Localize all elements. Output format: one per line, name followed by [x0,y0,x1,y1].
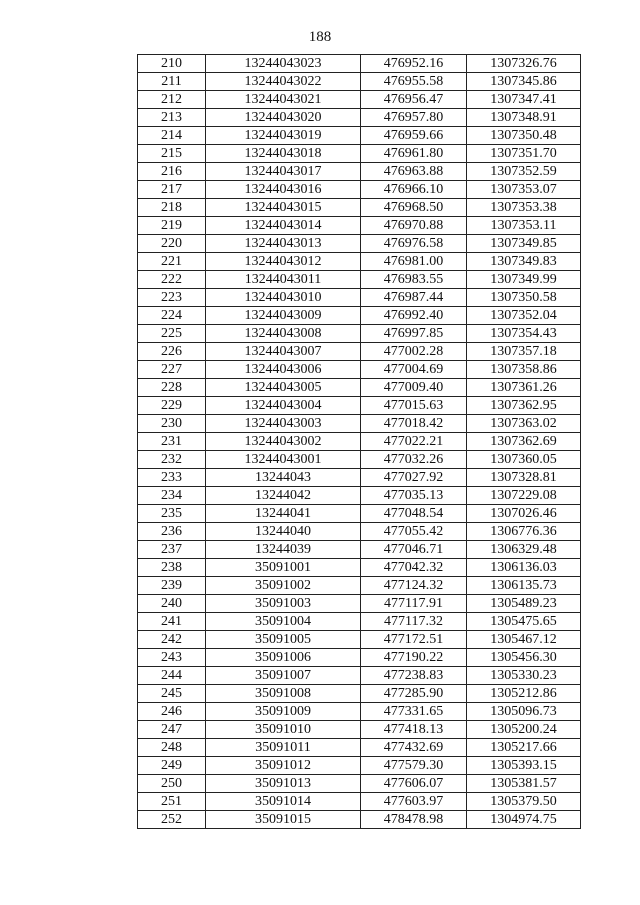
table-row [138,631,581,649]
x-coordinate-cell: 477022.21 [361,433,467,451]
table-row [138,361,581,379]
y-coordinate-cell: 1307349.83 [467,253,581,271]
point-id-cell: 13244043009 [206,307,361,325]
row-index-cell: 227 [138,361,206,379]
table-row [138,739,581,757]
table-row [138,649,581,667]
y-coordinate-cell: 1307348.91 [467,109,581,127]
row-index-cell: 249 [138,757,206,775]
row-index-cell: 223 [138,289,206,307]
y-coordinate-cell: 1306776.36 [467,523,581,541]
table-row [138,199,581,217]
x-coordinate-cell: 476956.47 [361,91,467,109]
table-row [138,109,581,127]
y-coordinate-cell: 1305489.23 [467,595,581,613]
point-id-cell: 13244040 [206,523,361,541]
point-id-cell: 13244043014 [206,217,361,235]
point-id-cell: 35091011 [206,739,361,757]
point-id-cell: 13244039 [206,541,361,559]
y-coordinate-cell: 1305393.15 [467,757,581,775]
x-coordinate-cell: 476966.10 [361,181,467,199]
point-id-cell: 13244043012 [206,253,361,271]
x-coordinate-cell: 477418.13 [361,721,467,739]
point-id-cell: 35091003 [206,595,361,613]
x-coordinate-cell: 477055.42 [361,523,467,541]
x-coordinate-cell: 477124.32 [361,577,467,595]
row-index-cell: 245 [138,685,206,703]
y-coordinate-cell: 1305212.86 [467,685,581,703]
table-row [138,613,581,631]
table-row [138,289,581,307]
table-row [138,757,581,775]
y-coordinate-cell: 1307349.99 [467,271,581,289]
point-id-cell: 13244043020 [206,109,361,127]
table-row [138,163,581,181]
point-id-cell: 13244043010 [206,289,361,307]
row-index-cell: 252 [138,811,206,829]
table-row [138,379,581,397]
point-id-cell: 35091014 [206,793,361,811]
y-coordinate-cell: 1307349.85 [467,235,581,253]
row-index-cell: 228 [138,379,206,397]
x-coordinate-cell: 476959.66 [361,127,467,145]
point-id-cell: 13244043013 [206,235,361,253]
y-coordinate-cell: 1305475.65 [467,613,581,631]
table-row [138,325,581,343]
y-coordinate-cell: 1307351.70 [467,145,581,163]
y-coordinate-cell: 1307354.43 [467,325,581,343]
y-coordinate-cell: 1307353.07 [467,181,581,199]
table-row [138,685,581,703]
row-index-cell: 240 [138,595,206,613]
y-coordinate-cell: 1304974.75 [467,811,581,829]
x-coordinate-cell: 477285.90 [361,685,467,703]
x-coordinate-cell: 476976.58 [361,235,467,253]
row-index-cell: 244 [138,667,206,685]
point-id-cell: 13244043008 [206,325,361,343]
table-row [138,469,581,487]
x-coordinate-cell: 477004.69 [361,361,467,379]
point-id-cell: 35091006 [206,649,361,667]
y-coordinate-cell: 1307350.58 [467,289,581,307]
table-row [138,127,581,145]
table-row [138,271,581,289]
y-coordinate-cell: 1307362.95 [467,397,581,415]
row-index-cell: 243 [138,649,206,667]
y-coordinate-cell: 1307362.69 [467,433,581,451]
row-index-cell: 235 [138,505,206,523]
row-index-cell: 222 [138,271,206,289]
y-coordinate-cell: 1305381.57 [467,775,581,793]
point-id-cell: 13244043018 [206,145,361,163]
y-coordinate-cell: 1307358.86 [467,361,581,379]
x-coordinate-cell: 477027.92 [361,469,467,487]
y-coordinate-cell: 1306135.73 [467,577,581,595]
point-id-cell: 13244043003 [206,415,361,433]
table-row [138,595,581,613]
coordinates-table [137,54,581,829]
x-coordinate-cell: 477009.40 [361,379,467,397]
row-index-cell: 226 [138,343,206,361]
x-coordinate-cell: 477432.69 [361,739,467,757]
table-row [138,703,581,721]
x-coordinate-cell: 476997.85 [361,325,467,343]
x-coordinate-cell: 477046.71 [361,541,467,559]
y-coordinate-cell: 1305467.12 [467,631,581,649]
page-number: 188 [308,29,332,45]
row-index-cell: 216 [138,163,206,181]
y-coordinate-cell: 1307347.41 [467,91,581,109]
table-row [138,451,581,469]
x-coordinate-cell: 476970.88 [361,217,467,235]
point-id-cell: 35091015 [206,811,361,829]
row-index-cell: 224 [138,307,206,325]
table-row [138,775,581,793]
x-coordinate-cell: 476981.00 [361,253,467,271]
y-coordinate-cell: 1305379.50 [467,793,581,811]
y-coordinate-cell: 1305096.73 [467,703,581,721]
table-row [138,721,581,739]
x-coordinate-cell: 477018.42 [361,415,467,433]
row-index-cell: 232 [138,451,206,469]
point-id-cell: 35091004 [206,613,361,631]
point-id-cell: 35091002 [206,577,361,595]
point-id-cell: 35091010 [206,721,361,739]
table-row [138,505,581,523]
table-row [138,559,581,577]
row-index-cell: 239 [138,577,206,595]
row-index-cell: 242 [138,631,206,649]
point-id-cell: 13244043004 [206,397,361,415]
x-coordinate-cell: 477579.30 [361,757,467,775]
table-row [138,73,581,91]
x-coordinate-cell: 476952.16 [361,55,467,73]
row-index-cell: 219 [138,217,206,235]
x-coordinate-cell: 476961.80 [361,145,467,163]
point-id-cell: 13244043021 [206,91,361,109]
x-coordinate-cell: 476987.44 [361,289,467,307]
row-index-cell: 241 [138,613,206,631]
row-index-cell: 221 [138,253,206,271]
x-coordinate-cell: 477238.83 [361,667,467,685]
point-id-cell: 13244041 [206,505,361,523]
table-row [138,541,581,559]
y-coordinate-cell: 1307350.48 [467,127,581,145]
row-index-cell: 210 [138,55,206,73]
y-coordinate-cell: 1307353.11 [467,217,581,235]
table-row [138,307,581,325]
y-coordinate-cell: 1306136.03 [467,559,581,577]
x-coordinate-cell: 477117.32 [361,613,467,631]
y-coordinate-cell: 1307026.46 [467,505,581,523]
x-coordinate-cell: 478478.98 [361,811,467,829]
x-coordinate-cell: 476968.50 [361,199,467,217]
row-index-cell: 250 [138,775,206,793]
table-row [138,181,581,199]
point-id-cell: 13244043001 [206,451,361,469]
y-coordinate-cell: 1305456.30 [467,649,581,667]
point-id-cell: 35091009 [206,703,361,721]
y-coordinate-cell: 1307353.38 [467,199,581,217]
x-coordinate-cell: 476963.88 [361,163,467,181]
table-row [138,523,581,541]
point-id-cell: 13244043006 [206,361,361,379]
point-id-cell: 13244043022 [206,73,361,91]
table-row [138,217,581,235]
point-id-cell: 35091005 [206,631,361,649]
x-coordinate-cell: 476983.55 [361,271,467,289]
table-row [138,667,581,685]
y-coordinate-cell: 1307352.04 [467,307,581,325]
y-coordinate-cell: 1307229.08 [467,487,581,505]
point-id-cell: 35091007 [206,667,361,685]
point-id-cell: 13244042 [206,487,361,505]
row-index-cell: 231 [138,433,206,451]
row-index-cell: 246 [138,703,206,721]
y-coordinate-cell: 1306329.48 [467,541,581,559]
row-index-cell: 212 [138,91,206,109]
table-row [138,145,581,163]
row-index-cell: 213 [138,109,206,127]
y-coordinate-cell: 1307328.81 [467,469,581,487]
point-id-cell: 13244043017 [206,163,361,181]
x-coordinate-cell: 476992.40 [361,307,467,325]
y-coordinate-cell: 1307361.26 [467,379,581,397]
x-coordinate-cell: 476957.80 [361,109,467,127]
point-id-cell: 13244043 [206,469,361,487]
point-id-cell: 13244043011 [206,271,361,289]
y-coordinate-cell: 1307360.05 [467,451,581,469]
point-id-cell: 35091008 [206,685,361,703]
table-row [138,91,581,109]
row-index-cell: 214 [138,127,206,145]
table-row [138,811,581,829]
point-id-cell: 13244043002 [206,433,361,451]
x-coordinate-cell: 477035.13 [361,487,467,505]
coordinates-table-body [138,55,581,829]
row-index-cell: 237 [138,541,206,559]
table-row [138,55,581,73]
row-index-cell: 247 [138,721,206,739]
x-coordinate-cell: 477048.54 [361,505,467,523]
row-index-cell: 233 [138,469,206,487]
x-coordinate-cell: 477042.32 [361,559,467,577]
x-coordinate-cell: 477606.07 [361,775,467,793]
x-coordinate-cell: 477331.65 [361,703,467,721]
y-coordinate-cell: 1307326.76 [467,55,581,73]
point-id-cell: 13244043019 [206,127,361,145]
x-coordinate-cell: 477172.51 [361,631,467,649]
point-id-cell: 35091012 [206,757,361,775]
table-row [138,343,581,361]
table-row [138,793,581,811]
point-id-cell: 13244043023 [206,55,361,73]
row-index-cell: 218 [138,199,206,217]
x-coordinate-cell: 477032.26 [361,451,467,469]
point-id-cell: 35091013 [206,775,361,793]
x-coordinate-cell: 477015.63 [361,397,467,415]
x-coordinate-cell: 477190.22 [361,649,467,667]
point-id-cell: 35091001 [206,559,361,577]
table-row [138,397,581,415]
row-index-cell: 217 [138,181,206,199]
row-index-cell: 251 [138,793,206,811]
x-coordinate-cell: 477002.28 [361,343,467,361]
row-index-cell: 220 [138,235,206,253]
table-row [138,235,581,253]
point-id-cell: 13244043015 [206,199,361,217]
row-index-cell: 230 [138,415,206,433]
x-coordinate-cell: 477117.91 [361,595,467,613]
point-id-cell: 13244043016 [206,181,361,199]
row-index-cell: 229 [138,397,206,415]
y-coordinate-cell: 1305217.66 [467,739,581,757]
table-row [138,415,581,433]
x-coordinate-cell: 477603.97 [361,793,467,811]
table-row [138,577,581,595]
y-coordinate-cell: 1307345.86 [467,73,581,91]
row-index-cell: 215 [138,145,206,163]
row-index-cell: 248 [138,739,206,757]
table-row [138,487,581,505]
row-index-cell: 225 [138,325,206,343]
y-coordinate-cell: 1305330.23 [467,667,581,685]
y-coordinate-cell: 1307363.02 [467,415,581,433]
y-coordinate-cell: 1307352.59 [467,163,581,181]
table-row [138,253,581,271]
table-row [138,433,581,451]
row-index-cell: 234 [138,487,206,505]
point-id-cell: 13244043005 [206,379,361,397]
point-id-cell: 13244043007 [206,343,361,361]
x-coordinate-cell: 476955.58 [361,73,467,91]
y-coordinate-cell: 1305200.24 [467,721,581,739]
row-index-cell: 236 [138,523,206,541]
row-index-cell: 238 [138,559,206,577]
y-coordinate-cell: 1307357.18 [467,343,581,361]
row-index-cell: 211 [138,73,206,91]
